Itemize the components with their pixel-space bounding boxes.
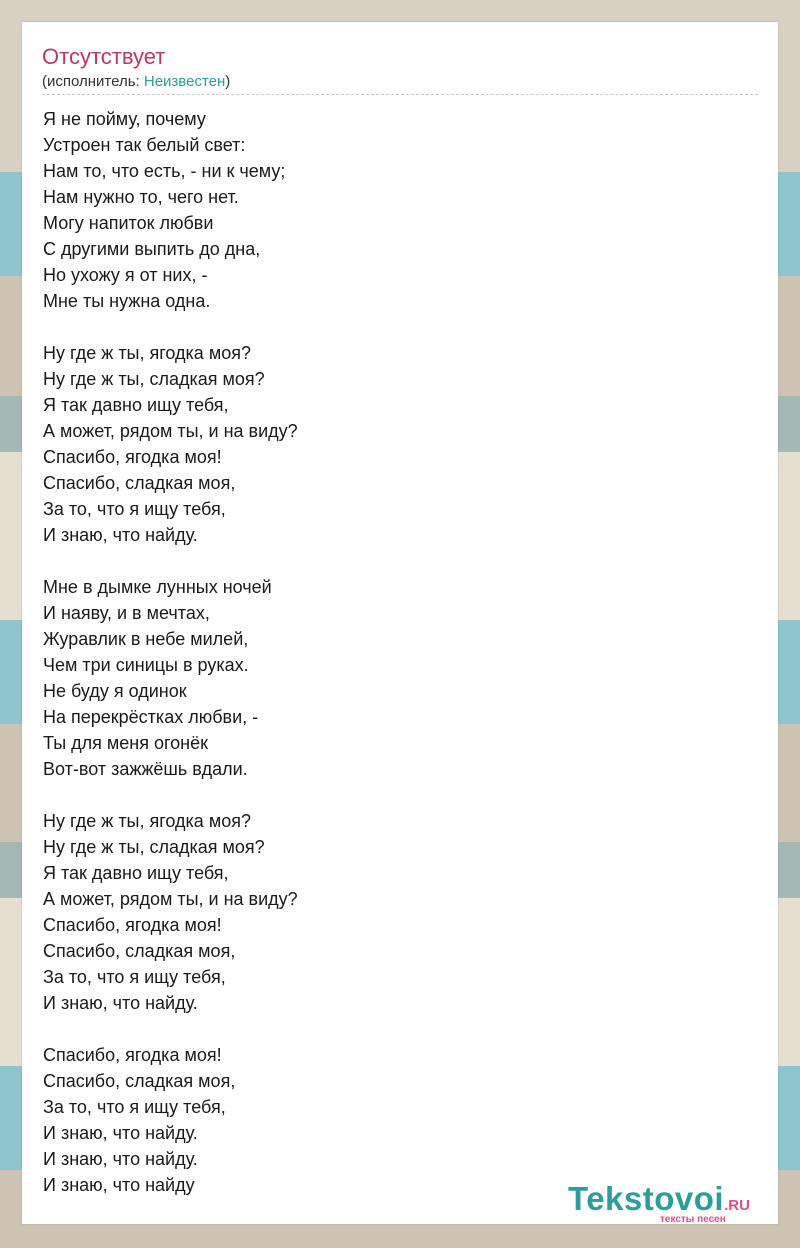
lyric-line: Спасибо, сладкая моя, bbox=[43, 941, 236, 961]
lyric-line: Я так давно ищу тебя, bbox=[43, 395, 229, 415]
stanza-gap bbox=[43, 782, 298, 808]
lyric-line: С другими выпить до дна, bbox=[43, 239, 261, 259]
lyric-line: Могу напиток любви bbox=[43, 213, 214, 233]
lyric-line: И наяву, и в мечтах, bbox=[43, 603, 210, 623]
lyric-line: Ну где ж ты, сладкая моя? bbox=[43, 369, 265, 389]
lyric-line: И знаю, что найду. bbox=[43, 1149, 198, 1169]
song-title[interactable]: Отсутствует bbox=[42, 44, 166, 69]
lyric-line: Но ухожу я от них, - bbox=[43, 265, 208, 285]
lyric-line: Не буду я одинок bbox=[43, 681, 187, 701]
lyric-line: Чем три синицы в руках. bbox=[43, 655, 249, 675]
lyric-line: За то, что я ищу тебя, bbox=[43, 967, 226, 987]
lyric-line: И знаю, что найду bbox=[43, 1175, 195, 1195]
lyrics-text bbox=[43, 106, 298, 1198]
artist-link[interactable]: Неизвестен bbox=[143, 73, 226, 90]
lyric-line: Спасибо, сладкая моя, bbox=[43, 473, 236, 493]
artist-prefix: (исполнитель: bbox=[42, 73, 144, 90]
site-logo[interactable] bbox=[568, 1180, 778, 1226]
lyric-line: Я так давно ищу тебя, bbox=[43, 863, 229, 883]
lyrics-card bbox=[22, 22, 778, 1224]
logo-word: Tekstovoi bbox=[568, 1180, 725, 1217]
lyric-line: На перекрёстках любви, - bbox=[43, 707, 259, 727]
lyric-line: Нам нужно то, чего нет. bbox=[43, 187, 239, 207]
lyric-line: За то, что я ищу тебя, bbox=[43, 1097, 226, 1117]
artist-line bbox=[42, 73, 230, 90]
lyric-line: Спасибо, ягодка моя! bbox=[43, 447, 222, 467]
lyric-line: Спасибо, сладкая моя, bbox=[43, 1071, 236, 1091]
artist-suffix: ) bbox=[225, 73, 231, 90]
lyric-line: За то, что я ищу тебя, bbox=[43, 499, 226, 519]
lyric-line: И знаю, что найду. bbox=[43, 993, 198, 1013]
lyric-line: Ну где ж ты, ягодка моя? bbox=[43, 343, 251, 363]
lyric-line: Ну где ж ты, сладкая моя? bbox=[43, 837, 265, 857]
stanza-gap bbox=[43, 548, 298, 574]
lyric-line: Устроен так белый свет: bbox=[43, 135, 246, 155]
divider bbox=[42, 94, 758, 95]
lyric-line: Ты для меня огонёк bbox=[43, 733, 208, 753]
lyric-line: Спасибо, ягодка моя! bbox=[43, 915, 222, 935]
logo-tld: .RU bbox=[724, 1197, 750, 1214]
lyric-line: Мне ты нужна одна. bbox=[43, 291, 211, 311]
lyric-line: Журавлик в небе милей, bbox=[43, 629, 249, 649]
lyric-line: Нам то, что есть, - ни к чему; bbox=[43, 161, 286, 181]
lyric-line: Ну где ж ты, ягодка моя? bbox=[43, 811, 251, 831]
lyric-line: И знаю, что найду. bbox=[43, 1123, 198, 1143]
lyric-line: А может, рядом ты, и на виду? bbox=[43, 889, 298, 909]
stanza-gap bbox=[43, 1016, 298, 1042]
lyric-line: Мне в дымке лунных ночей bbox=[43, 577, 272, 597]
logo-tagline: тексты песен bbox=[660, 1214, 726, 1225]
stanza-gap bbox=[43, 314, 298, 340]
lyric-line: Я не пойму, почему bbox=[43, 109, 206, 129]
lyric-line: Спасибо, ягодка моя! bbox=[43, 1045, 222, 1065]
lyric-line: А может, рядом ты, и на виду? bbox=[43, 421, 298, 441]
lyric-line: И знаю, что найду. bbox=[43, 525, 198, 545]
lyric-line: Вот-вот зажжёшь вдали. bbox=[43, 759, 248, 779]
logo-wordmark bbox=[568, 1180, 750, 1218]
